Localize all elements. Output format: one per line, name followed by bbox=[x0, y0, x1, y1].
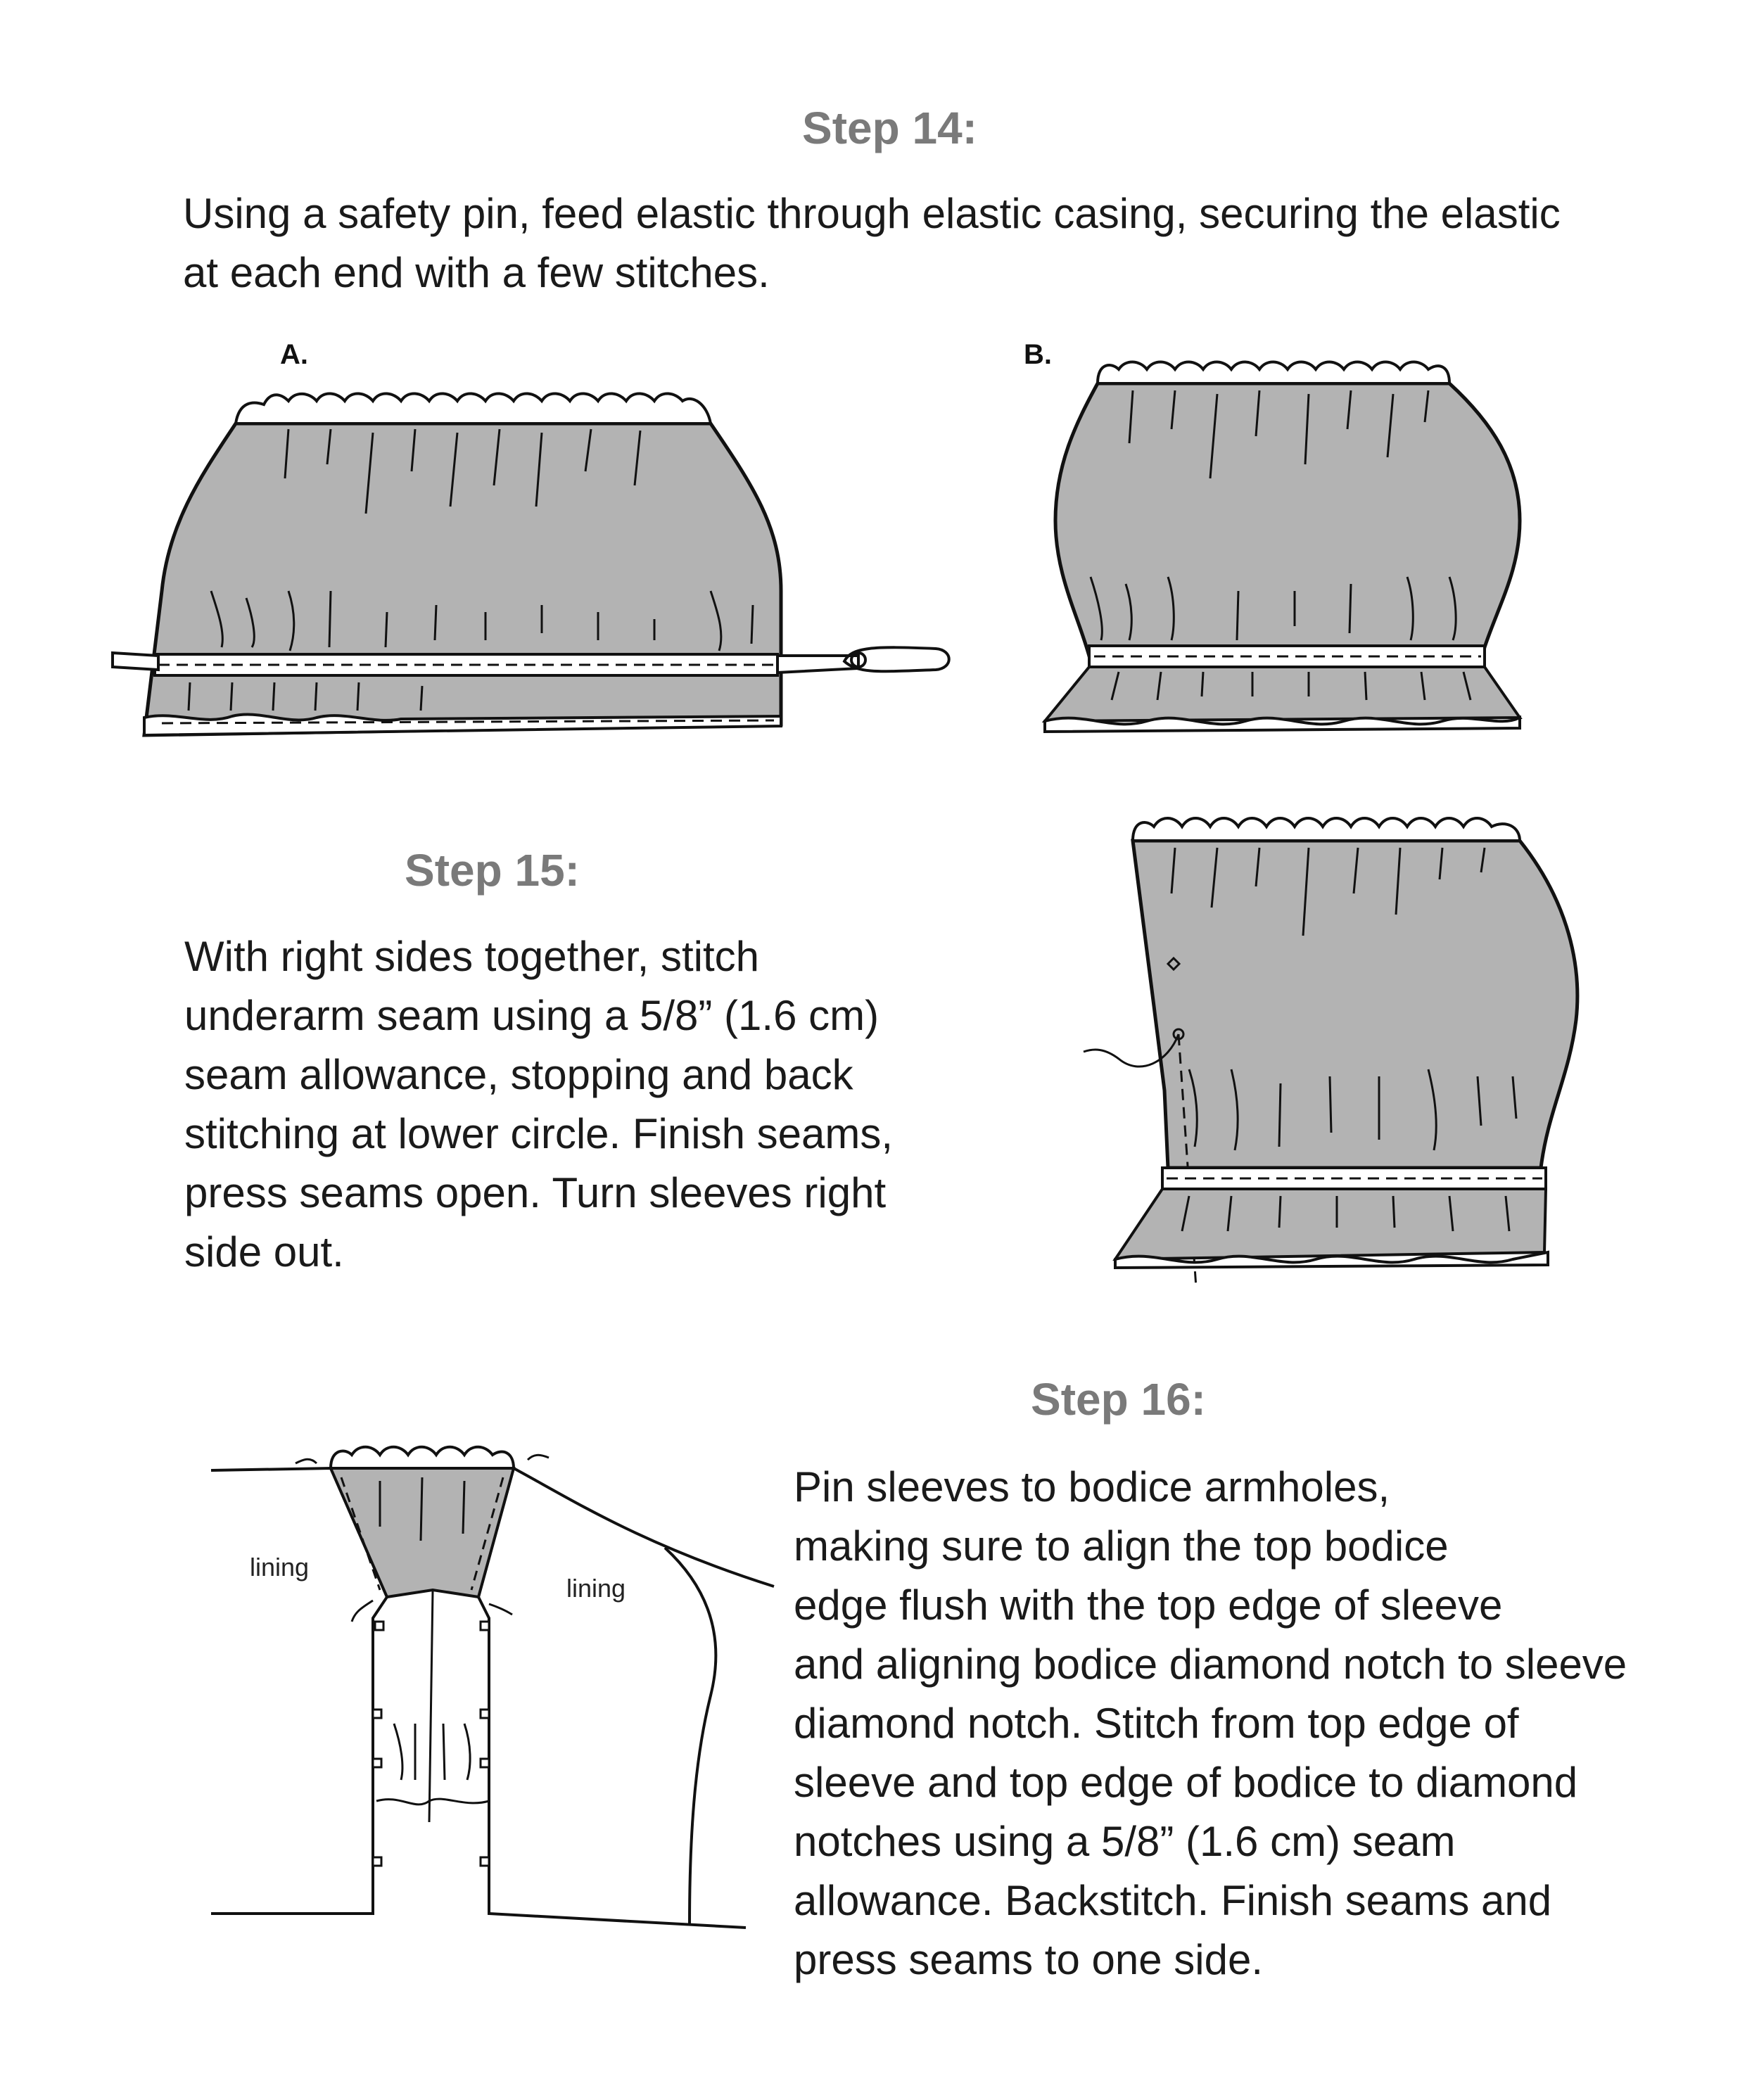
figure-b-label: B. bbox=[1024, 339, 1052, 370]
step15-line: stitching at lower circle. Finish seams, bbox=[184, 1110, 893, 1157]
step15-line: side out. bbox=[184, 1228, 344, 1275]
step15-line: seam allowance, stopping and back bbox=[184, 1051, 853, 1098]
step16-instructions bbox=[794, 1458, 1627, 1990]
step15-line: underarm seam using a 5/8” (1.6 cm) bbox=[184, 992, 880, 1039]
sleeve-body bbox=[144, 424, 781, 735]
step16-heading: Step 16: bbox=[1031, 1374, 1206, 1425]
step16-line: making sure to align the top bodice bbox=[794, 1522, 1449, 1570]
top-ruffle bbox=[236, 393, 711, 424]
step14-line: at each end with a few stitches. bbox=[183, 249, 770, 296]
step16-line: diamond notch. Stitch from top edge of bbox=[794, 1700, 1519, 1747]
lining-label-left: lining bbox=[250, 1553, 310, 1582]
lining-label-right: lining bbox=[566, 1574, 626, 1603]
step16-line: sleeve and top edge of bodice to diamond bbox=[794, 1759, 1578, 1806]
step14-instructions bbox=[183, 184, 1561, 303]
step16-line: and aligning bodice diamond notch to sleeve bbox=[794, 1641, 1627, 1688]
step15-line: With right sides together, stitch bbox=[184, 933, 760, 980]
figure-a-label: A. bbox=[280, 339, 308, 370]
step16-line: notches using a 5/8” (1.6 cm) seam bbox=[794, 1818, 1456, 1865]
step15-instructions bbox=[184, 927, 893, 1282]
safety-pin-icon bbox=[844, 647, 949, 671]
elastic-strip bbox=[113, 653, 158, 670]
step15-heading: Step 15: bbox=[405, 845, 580, 896]
step16-line: edge flush with the top edge of sleeve bbox=[794, 1582, 1503, 1629]
step15-underarm-seam-illustration bbox=[1084, 795, 1562, 1287]
step16-line: Pin sleeves to bodice armholes, bbox=[794, 1463, 1390, 1510]
step14-heading: Step 14: bbox=[802, 103, 977, 153]
figure-a-sleeve-elastic-illustration bbox=[106, 380, 971, 746]
step16-line: press seams to one side. bbox=[794, 1936, 1264, 1983]
figure-b-gathered-sleeve-illustration bbox=[1027, 352, 1562, 739]
step15-line: press seams open. Turn sleeves right bbox=[184, 1169, 887, 1216]
step16-sleeve-bodice-illustration bbox=[204, 1428, 788, 1963]
step14-line: Using a safety pin, feed elastic through elastic casing, securing the elastic bbox=[183, 190, 1561, 237]
step16-line: allowance. Backstitch. Finish seams and bbox=[794, 1877, 1552, 1924]
